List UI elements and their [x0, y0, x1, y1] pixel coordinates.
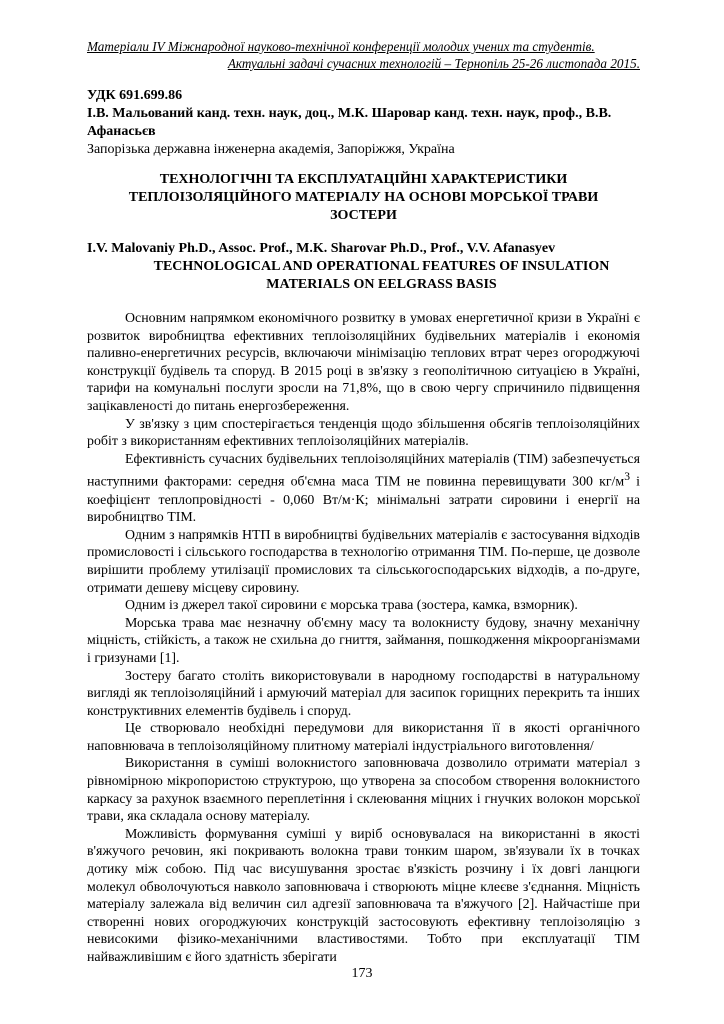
paragraph-efficiency — [87, 451, 640, 527]
body-text — [87, 310, 640, 967]
paragraph: Це створювало необхідні передумови для використання її в якості органічного наповнювача в теплоізоляційному плитному матеріалі індустріального виготовлення/ — [87, 721, 640, 754]
paragraph: Одним із джерел такої сировини є морська трава (зостера, камка, взморник). — [125, 598, 578, 614]
paragraph: Одним з напрямків НТП в виробництві будівельних матеріалів є застосування відходів промисловості і сільського господарства в технологію отримання ТІМ. По-перше, це дозволе вирішити проблему утилізації промислових та сільськогосподарських відходів, а по-друге, отримати дешеву місцеву сировину. — [87, 527, 640, 596]
paragraph: Використання в суміші волокнистого заповнювача дозволило отримати матеріал з рівномірною мікропористою структурою, що утворена за способом створення волокнистого каркасу за рахунок взаємного переплетіння і склеювання міцних і гнучких волокон морської трави, яка складала основу матеріалу. — [87, 756, 640, 825]
paragraph: Можливість формування суміші у виріб основувалася на використанні в якості в'яжучого речовин, які покривають волокна трави тонким шаром, зв'язували їх в точках дотику між собою. Під час висушування зростає в'язкість розчину і їх довгі ланцюги молекул обволочуються навколо заповнювача і створюють міцне клеєве з'єднання. Міцність матеріалу залежала від величин сил адгезії заповнювача та в'яжучого [2]. Найчастіше при створенні нових огороджуючих конструкцій застосовують ефективну теплоізоляцію з невисокими фізико-механічними властивостями. Тобто при експлуатації ТІМ найважливішим є його здатність зберігати — [87, 826, 640, 965]
paragraph: У зв'язку з цим спостерігається тенденція щодо збільшення обсягів теплоізоляційних робіт з використанням ефективних теплоізоляційних матеріалів. — [87, 416, 640, 450]
affiliation: Запорізька державна інженерна академія, Запоріжжя, Україна — [87, 142, 455, 157]
udc-code: УДК 691.699.86 — [87, 88, 183, 103]
page-number: 173 — [351, 966, 373, 981]
efficiency-text-2: і коефіцієнт теплопровідності - 0,060 Вт/м·К; мінімальні затрати сировини і енергії на виробництво ТІМ. — [87, 474, 640, 526]
paragraph: Зостеру багато століть використовували в народному господарстві в натуральному вигляді як теплоізоляційний і армуючий матеріал для засипок горищних перекрить та інших конструктивних елементів будівель і споруд. — [87, 668, 640, 719]
authors-ukrainian: І.В. Мальований канд. техн. наук, доц., М.К. Шаровар канд. техн. наук, проф., В.В. Афанасьєв — [87, 106, 612, 139]
paper-page — [87, 38, 640, 967]
superscript-3: 3 — [624, 470, 630, 484]
running-head — [87, 38, 640, 72]
title-ukrainian: ТЕХНОЛОГІЧНІ ТА ЕКСПЛУАТАЦІЙНІ ХАРАКТЕРИСТИКИ ТЕПЛОІЗОЛЯЦІЙНОГО МАТЕРІАЛУ НА ОСНОВІ МОРСЬКОЇ ТРАВИ ЗОСТЕРИ — [128, 172, 599, 223]
conference-subtitle: Актуальні задачі сучасних технологій – Тернопіль 25-26 листопада 2015. — [227, 56, 640, 71]
authors-english: I.V. Malovaniy Ph.D., Assoc. Prof., M.K. Sharovar Ph.D., Prof., V.V. Afanasyev — [87, 241, 556, 256]
efficiency-text-1: Ефективність сучасних будівельних теплоізоляційних матеріалів (ТІМ) забезпечується наступними факторами: середня об'ємна маса ТІМ не повинна перевищувати 300 кг/м — [87, 451, 640, 490]
conference-title: Матеріали IV Міжнародної науково-технічної конференції молодих учених та студентів. — [87, 39, 595, 54]
paragraph: Морська трава має незначну об'ємну масу та волокнисту будову, значну механічну міцність, стійкість, а також не схильна до гниття, займання, пошкодження мікроорганізмами і гризунами [1]. — [87, 615, 640, 666]
title-english: TECHNOLOGICAL AND OPERATIONAL FEATURES OF INSULATION MATERIALS ON EELGRASS BASIS — [153, 259, 610, 292]
paragraph: Основним напрямком економічного розвитку в умовах енергетичної кризи в Україні є розвиток виробництва ефективних теплоізоляційних будівельних матеріалів і економія паливно-енергетичних ресурсів, включаючи мінімізацію теплових втрат через огороджуючі конструкції будівель та споруд. В 2015 році в зв'язку з геополітичною ситуацією в Україні, тарифи на комунальні послуги зросли на 71,8%, що в свою чергу спричинило підвищення зацікавленості до питань енергозбереження. — [87, 311, 640, 414]
